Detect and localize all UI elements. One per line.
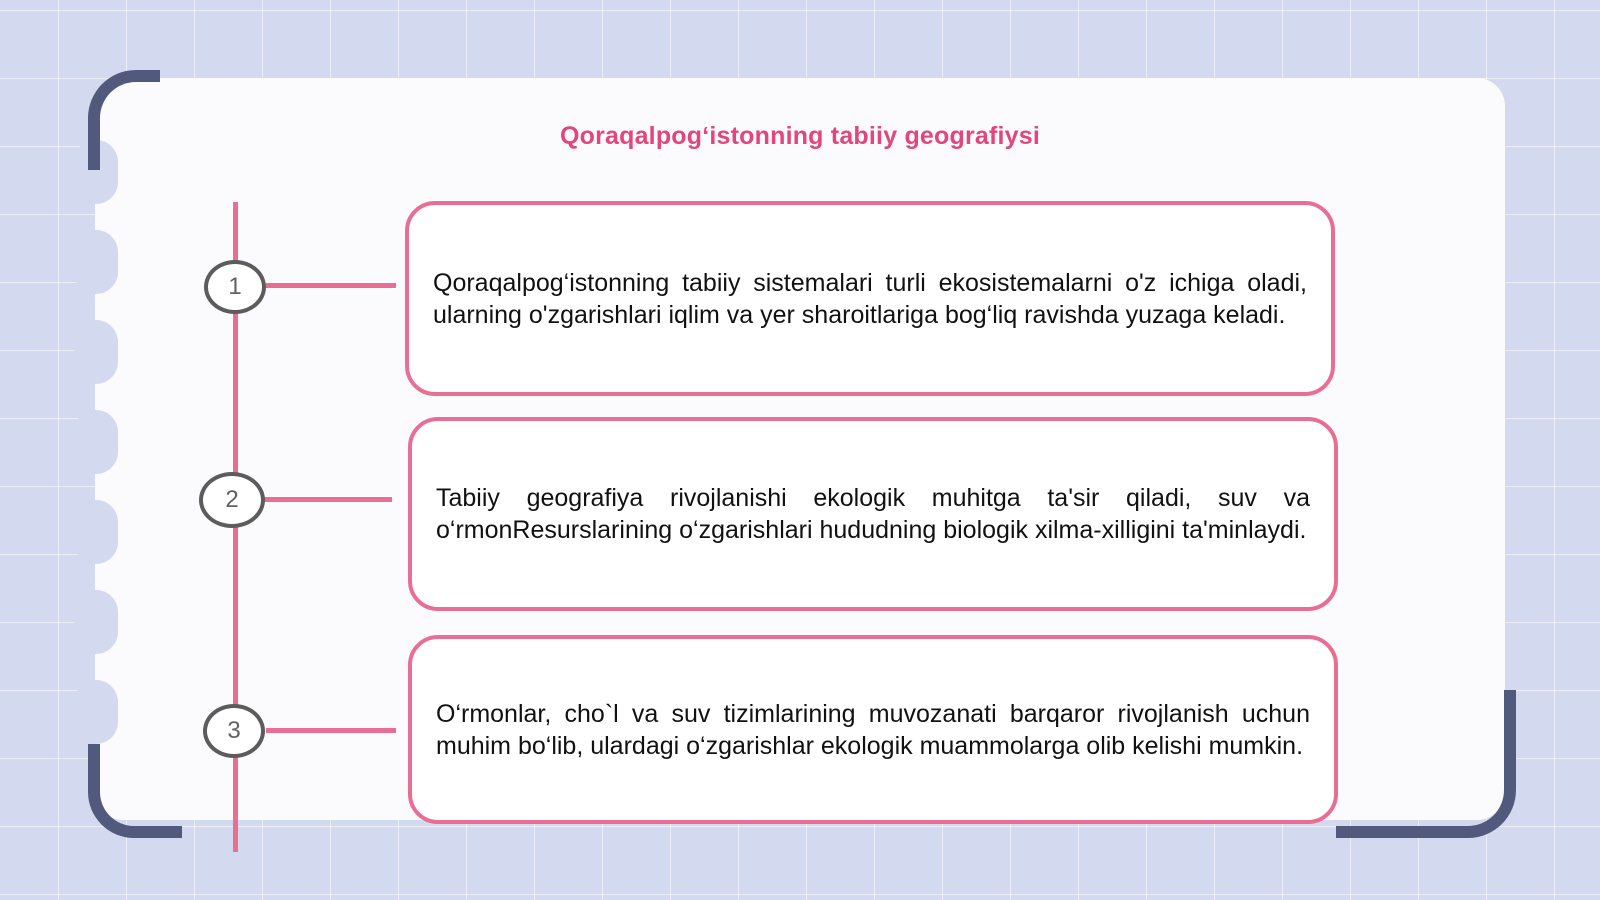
step-number-badge: 3 (203, 704, 265, 758)
card-text: Qoraqalpog‘istonning tabiiy sistemalari turli ekosistemalarni o'z ichiga oladi, ularning o'zgarishlari iqlim va yer sharoitlariga bog‘liq ravishda yuzaga keladi. (433, 268, 1307, 329)
paper-notch (74, 680, 118, 744)
paper-notch (74, 410, 118, 474)
corner-bracket-bottom-right (1336, 690, 1516, 838)
slide-title: Qoraqalpogʻistonning tabiiy geografiysi (559, 122, 1041, 150)
text-card (405, 201, 1335, 396)
card-text: Tabiiy geografiya rivojlanishi ekologik muhitga ta'sir qiladi, suv va o‘rmonResurslarining o‘zgarishlari hududning biologik xilma-xilligini ta'minlaydi. (436, 484, 1310, 544)
text-card (408, 635, 1338, 824)
corner-bracket-bottom-left (88, 744, 182, 838)
step-number-badge: 2 (199, 472, 265, 528)
step-number-badge: 1 (204, 260, 266, 314)
timeline-connector (266, 283, 396, 288)
timeline-connector (266, 728, 396, 733)
card-text: O‘rmonlar, cho`l va suv tizimlarining muvozanati barqaror rivojlanish uchun muhim bo‘lib, ulardagi o‘zgarishlar ekologik muammolarga olib kelishi mumkin. (436, 699, 1310, 760)
paper-notch (74, 500, 118, 564)
corner-bracket-top-left (88, 70, 160, 170)
timeline-connector (262, 497, 392, 502)
paper-notch (74, 320, 118, 384)
paper-notch (74, 590, 118, 654)
text-card (408, 417, 1338, 611)
paper-notch (74, 230, 118, 294)
